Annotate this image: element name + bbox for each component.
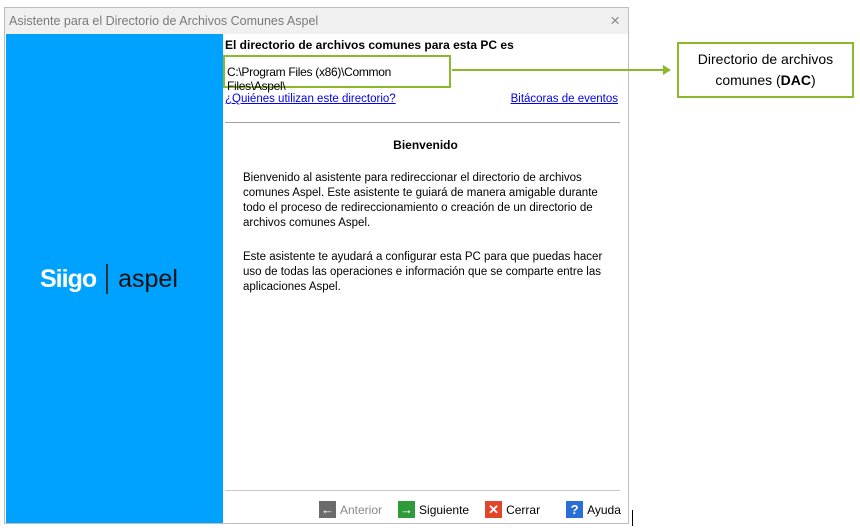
siigo-logo: Siigo [40, 264, 97, 293]
who-uses-link[interactable]: ¿Quiénes utilizan este directorio? [225, 93, 396, 105]
close-label: Cerrar [506, 502, 541, 517]
divider-top [225, 122, 620, 123]
wizard-window [4, 7, 629, 524]
welcome-title: Bienvenido [393, 138, 458, 152]
directory-path: C:\Program Files (x86)\Common Files\Aspel\ [223, 55, 451, 88]
welcome-paragraph-2: Este asistente te ayudará a configurar esta PC para que puedas hacer uso de todas las operaciones e información que se comparte entre las aplicaciones Aspel. [243, 251, 603, 293]
window-title: Asistente para el Directorio de Archivos Comunes Aspel [9, 14, 319, 28]
sidebar-panel [6, 34, 223, 523]
text-cursor [632, 510, 633, 526]
button-bar [319, 501, 621, 518]
close-icon[interactable]: × [610, 11, 620, 30]
callout-bold: DAC [780, 72, 812, 88]
divider-bottom [225, 490, 620, 491]
event-logs-link[interactable]: Bitácoras de eventos [510, 93, 618, 105]
help-button[interactable] [566, 501, 621, 518]
aspel-logo: aspel [118, 264, 178, 293]
dac-callout [677, 42, 854, 98]
help-label: Ayuda [587, 502, 621, 517]
back-button[interactable] [319, 501, 382, 518]
close-button[interactable] [485, 501, 540, 518]
next-button[interactable] [398, 501, 469, 518]
logo-divider [106, 264, 108, 294]
content-area [223, 34, 628, 523]
welcome-paragraph-1: Bienvenido al asistente para redireccionar el directorio de archivos comunes Aspel. Este asistente te guiará de manera amigable durante todo el proceso de redireccionamiento o creación de un directorio de archivos comunes Aspel. [243, 172, 598, 229]
logo [40, 264, 178, 294]
directory-heading: El directorio de archivos comunes para esta PC es [225, 38, 514, 52]
arrow-right-icon: → [400, 502, 414, 517]
callout-end: ) [811, 72, 816, 88]
callout-connector [452, 69, 667, 71]
title-bar [5, 8, 628, 34]
help-icon: ? [566, 501, 583, 518]
arrow-left-icon: ← [321, 502, 334, 517]
x-icon: ✕ [485, 501, 502, 518]
callout-text: Directorio de archivos comunes ( [697, 51, 834, 88]
back-label: Anterior [340, 502, 383, 517]
callout-arrow-icon [663, 65, 671, 75]
next-label: Siguiente [419, 502, 470, 517]
